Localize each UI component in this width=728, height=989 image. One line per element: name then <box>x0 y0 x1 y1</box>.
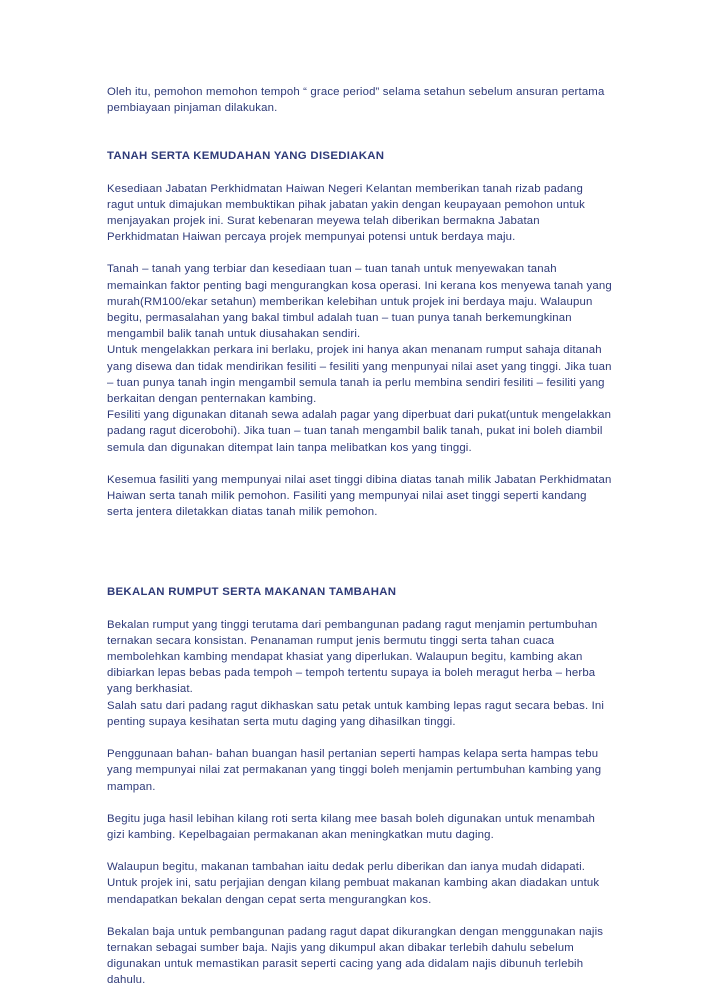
spacer <box>107 730 627 746</box>
paragraph: Tanah – tanah yang terbiar dan kesediaan tuan – tuan tanah untuk menyewakan tanah memainkan faktor penting bagi mengurangkan kosa operasi. Ini kerana kos menyewa tanah yang murah(RM100/ekar setahun) memberikan kelebihan untuk projek ini berdaya maju. Walaupun begitu, permasalahan yang bakal timbul adalah tuan – tuan punya tanah berkemungkinan mengambil balik tanah untuk diusahakan sendiri. Untuk mengelakkan perkara ini berlaku, projek ini hanya akan menanam rumput sahaja ditanah yang disewa dan tidak mendirikan fesiliti – fesiliti yang menpunyai nilai aset yang tinggi. Jika tuan – tuan punya tanah ingin mengambil semula tanah ia perlu membina sendiri fesiliti – fesiliti yang berkaitan dengan penternakan kambing. Fesiliti yang digunakan ditanah sewa adalah pagar yang diperbuat dari pukat(untuk mengelakkan padang ragut dicerobohi). Jika tuan – tuan tanah mengambil balik tanah, pukat ini boleh diambil semula dan digunakan ditempat lain tanpa melibatkan kos yang tinggi. <box>107 263 612 454</box>
spacer <box>107 116 627 148</box>
spacer <box>107 165 627 181</box>
spacer <box>107 456 627 472</box>
spacer <box>107 908 627 924</box>
intro-paragraph: Oleh itu, pemohon memohon tempoh “ grace period” selama setahun sebelum ansuran pertama pembiayaan pinjaman dilakukan. <box>107 86 605 115</box>
section-heading-bekalan: BEKALAN RUMPUT SERTA MAKANAN TAMBAHAN <box>107 586 397 599</box>
paragraph: Bekalan baja untuk pembangunan padang ragut dapat dikurangkan dengan menggunakan najis ternakan sebagai sumber baja. Najis yang dikumpul akan dibakar terlebih dahulu sebelum digunakan untuk memastikan parasit seperti cacing yang ada didalam najis dibunuh terlebih dahulu. <box>107 925 604 987</box>
spacer <box>107 795 627 811</box>
spacer <box>107 245 627 261</box>
spacer <box>107 601 627 617</box>
paragraph: Bekalan rumput yang tinggi terutama dari pembangunan padang ragut menjamin pertumbuhan ternakan secara konsistan. Penanaman rumput jenis bermutu tinggi serta tahan cuaca membolehkan kambing mendapat khasiat yang diperlukan. Walaupun begitu, kambing akan dibiarkan lepas bebas pada tempoh – tempoh tertentu supaya ia boleh meragut herba – herba yang berkhasiat. Salah satu dari padang ragut dikhaskan satu petak untuk kambing lepas ragut secara bebas. Ini penting supaya kesihatan serta mutu daging yang dihasilkan tinggi. <box>107 618 605 728</box>
document-page <box>107 84 627 989</box>
paragraph: Kesediaan Jabatan Perkhidmatan Haiwan Negeri Kelantan memberikan tanah rizab padang ragut untuk dimajukan membuktikan pihak jabatan yakin dengan keupayaan pemohon untuk menjayakan projek ini. Surat kebenaran meyewa telah diberikan bermakna Jabatan Perkhidmatan Haiwan percaya projek mempunyai potensi untuk berdaya maju. <box>107 182 586 244</box>
section-heading-tanah: TANAH SERTA KEMUDAHAN YANG DISEDIAKAN <box>107 150 385 163</box>
paragraph: Penggunaan bahan- bahan buangan hasil pertanian seperti hampas kelapa serta hampas tebu yang mempunyai nilai zat permakanan yang tinggi boleh menjamin pertumbuhan kambing yang mampan. <box>107 748 602 793</box>
spacer <box>107 520 627 584</box>
spacer <box>107 843 627 859</box>
paragraph: Begitu juga hasil lebihan kilang roti serta kilang mee basah boleh digunakan untuk menambah gizi kambing. Kepelbagaian permakanan akan meningkatkan mutu daging. <box>107 812 595 841</box>
paragraph: Kesemua fasiliti yang mempunyai nilai aset tinggi dibina diatas tanah milik Jabatan Perkhidmatan Haiwan serta tanah milik pemohon. Fasiliti yang mempunyai nilai aset tinggi seperti kandang serta jentera diletakkan diatas tanah milik pemohon. <box>107 473 612 519</box>
paragraph: Walaupun begitu, makanan tambahan iaitu dedak perlu diberikan dan ianya mudah didapati. Untuk projek ini, satu perjajian dengan kilang pembuat makanan kambing akan diadakan untuk mendapatkan bekalan dengan cepat serta mengurangkan kos. <box>107 861 600 906</box>
